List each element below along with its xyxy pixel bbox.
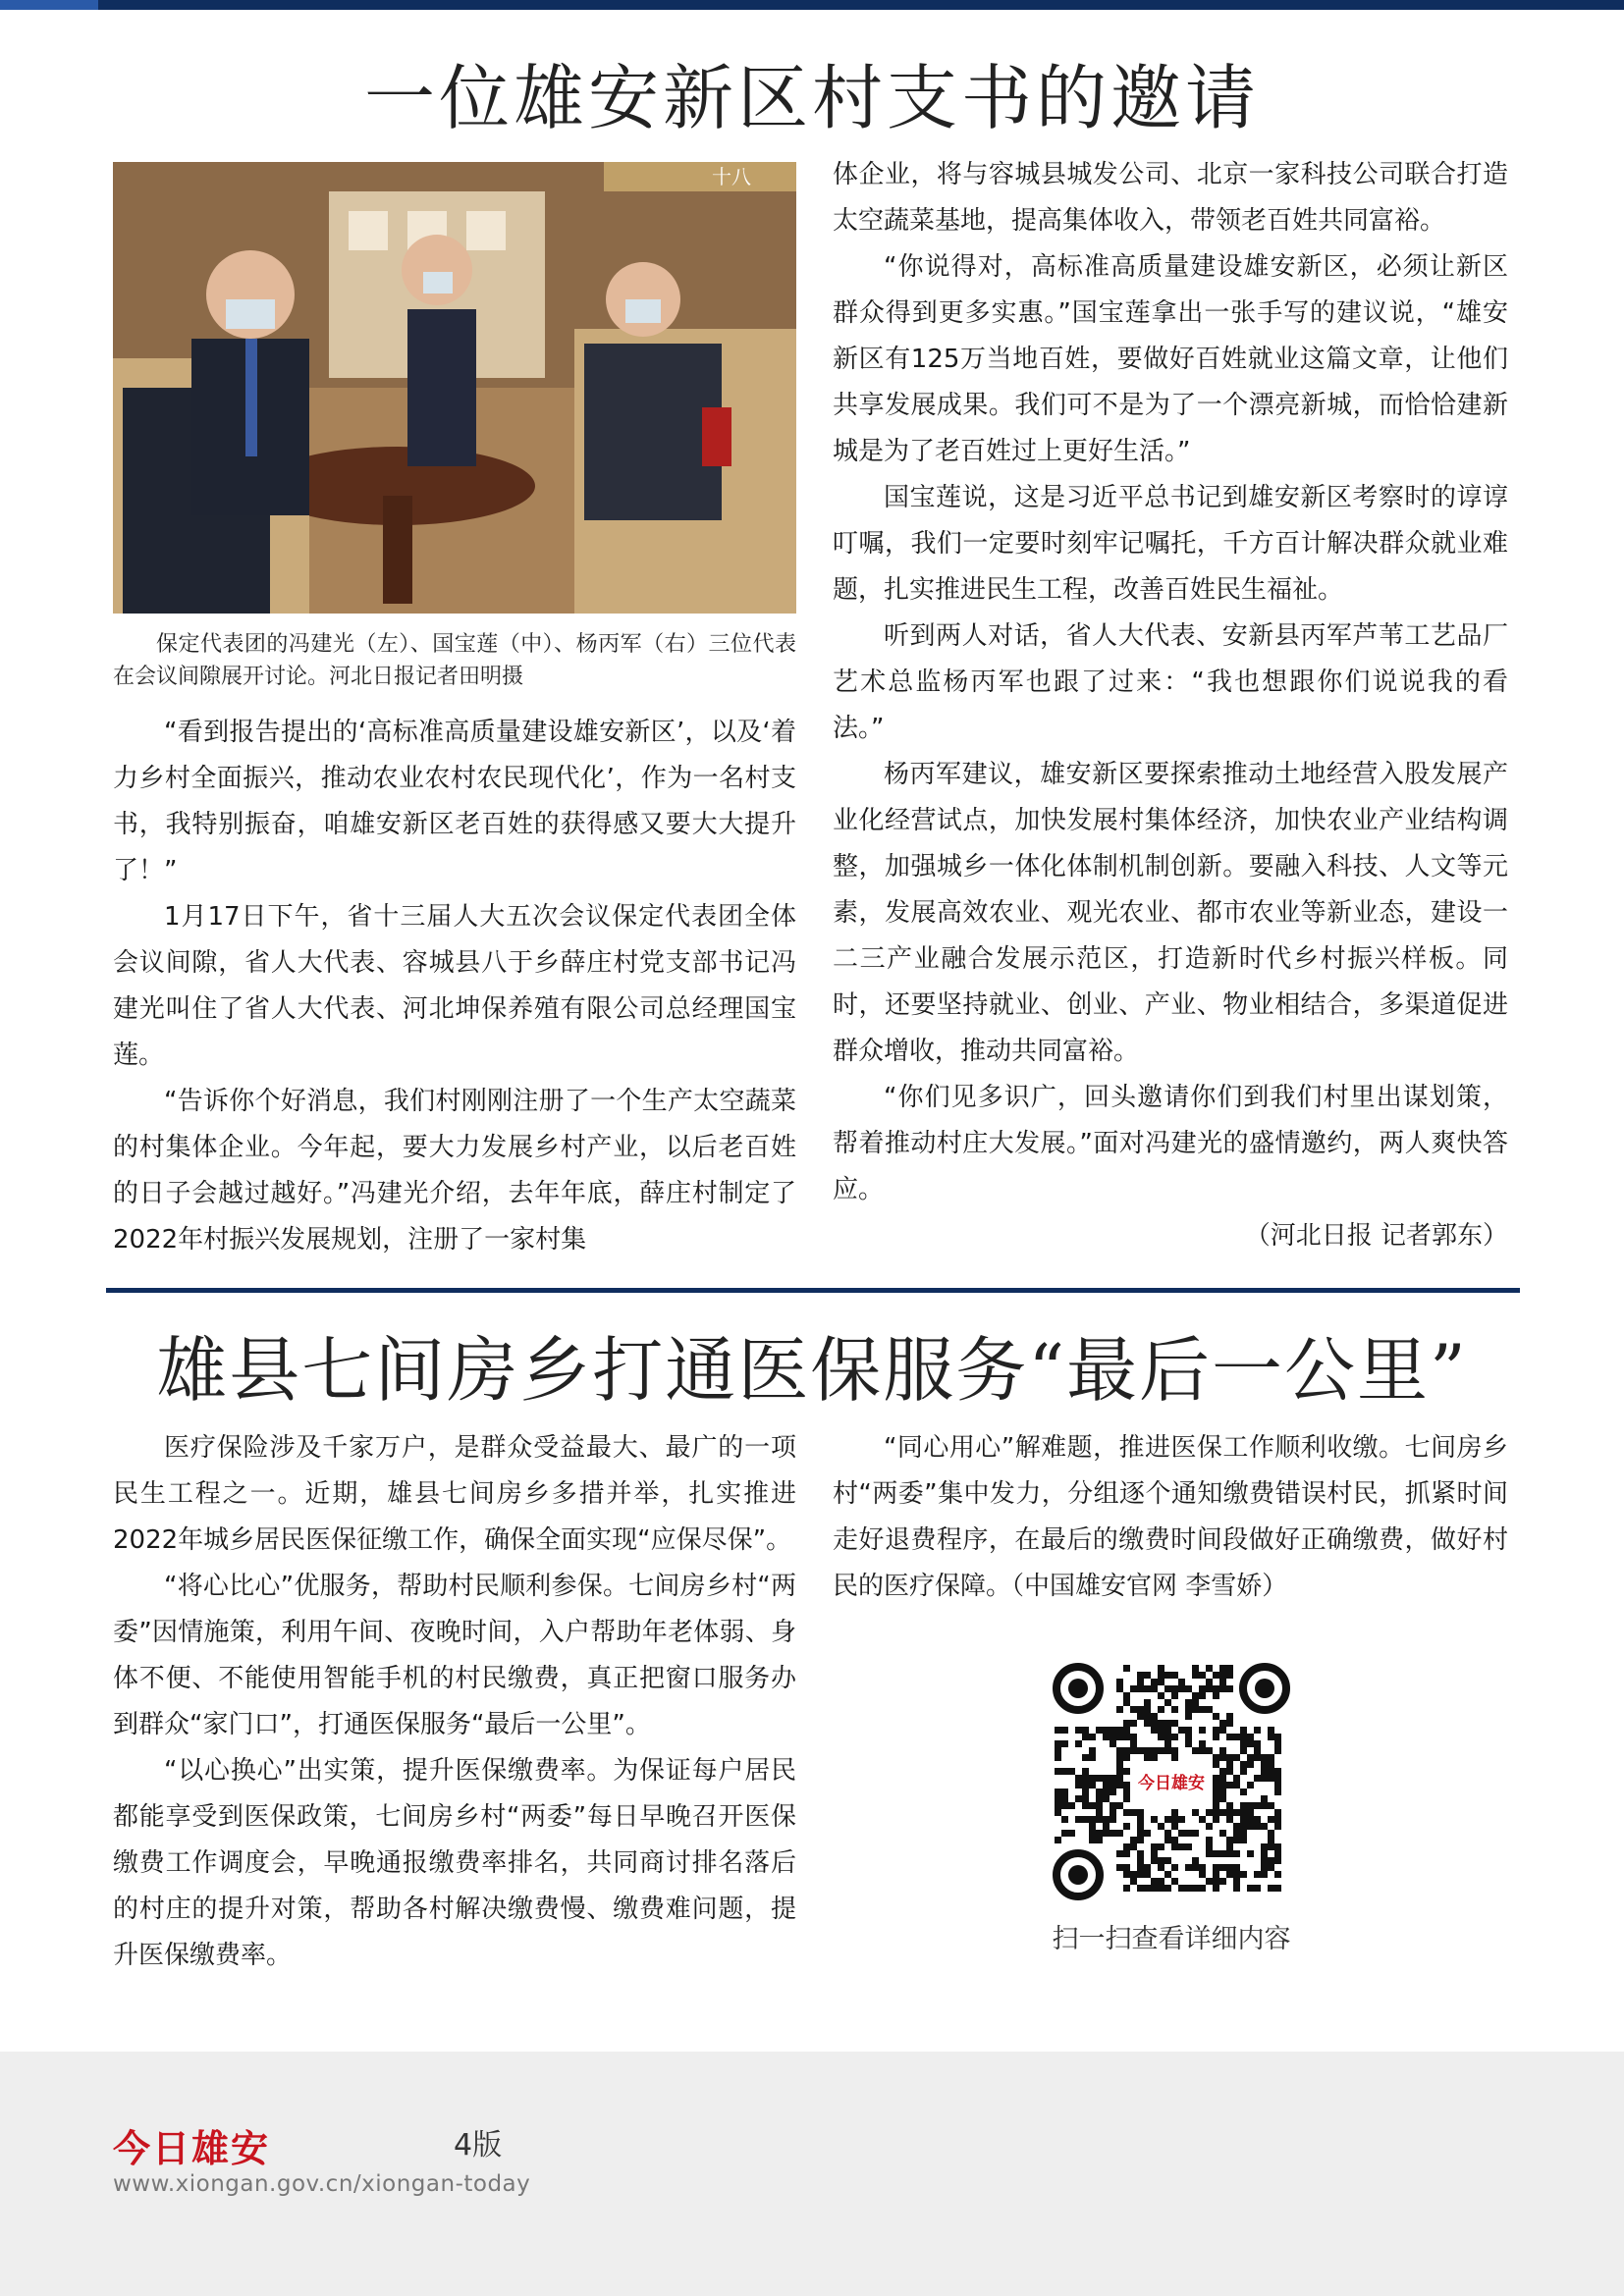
article1-left-column (113, 710, 796, 1264)
photo-sign-text: 十八 (712, 167, 751, 188)
article2-paragraph: “同心用心”解难题，推进医保工作顺利收缴。七间房乡村“两委”集中发力，分组逐个通知缴费错误村民，抓紧时间走好退费程序，在最后的缴费时间段做好正确缴费，做好村民的医疗保障。（中国雄安官网 李雪娇） (833, 1433, 1508, 1601)
article1-paragraph: “你们见多识广，回头邀请你们到我们村里出谋划策，帮着推动村庄大发展。”面对冯建光的盛情邀约，两人爽快答应。 (833, 1083, 1508, 1204)
section-divider (106, 1288, 1520, 1293)
article2-paragraph: “以心换心”出实策，提升医保缴费率。为保证每户居民都能享受到医保政策，七间房乡村“两委”每日早晚召开医保缴费工作调度会，早晚通报缴费率排名，共同商讨排名落后的村庄的提升对策，帮助各村解决缴费慢、缴费难问题，提升医保缴费率。 (113, 1756, 796, 1970)
article1-paragraph: “告诉你个好消息，我们村刚刚注册了一个生产太空蔬菜的村集体企业。今年起，要大力发展乡村产业，以后老百姓的日子会越过越好。”冯建光介绍，去年年底，薛庄村制定了2022年村振兴发展规划，注册了一家村集 (113, 1087, 796, 1255)
article1-paragraph-continued: 体企业，将与容城县城发公司、北京一家科技公司联合打造太空蔬菜基地，提高集体收入，带领老百姓共同富裕。 (833, 160, 1508, 236)
article2-title: 雄县七间房乡打通医保服务“最后一公里” (156, 1329, 1468, 1412)
page-footer (0, 2052, 1624, 2296)
article1-right-column (833, 152, 1508, 1271)
article1-photo-caption (113, 628, 796, 693)
article2-right-column (833, 1425, 1508, 1622)
article2-paragraph: 医疗保险涉及千家万户，是群众受益最大、最广的一项民生工程之一。近期，雄县七间房乡多措并举，扎实推进2022年城乡居民医保征缴工作，确保全面实现“应保尽保”。 (113, 1433, 796, 1555)
qr-code[interactable] (1051, 1661, 1292, 1902)
top-banner-bar (0, 0, 1624, 10)
top-banner-accent (0, 0, 98, 10)
caption-text: 保定代表团的冯建光（左）、国宝莲（中）、杨丙军（右）三位代表在会议间隙展开讨论。河北日报记者田明摄 (113, 632, 796, 689)
article1-paragraph: 国宝莲说，这是习近平总书记到雄安新区考察时的谆谆叮嘱，我们一定要时刻牢记嘱托，千方百计解决群众就业难题，扎实推进民生工程，改善百姓民生福祉。 (833, 483, 1508, 605)
article1-paragraph: 1月17日下午，省十三届人大五次会议保定代表团全体会议间隙，省人大代表、容城县八于乡薛庄村党支部书记冯建光叫住了省人大代表、河北坤保养殖有限公司总经理国宝莲。 (113, 902, 796, 1070)
article1-credit: （河北日报 记者郭东） (1244, 1221, 1508, 1251)
qr-caption: 扫一扫查看详细内容 (1052, 1924, 1291, 1954)
article1-paragraph: “你说得对，高标准高质量建设雄安新区，必须让新区群众得到更多实惠。”国宝莲拿出一张手写的建议说，“雄安新区有125万当地百姓，要做好百姓就业这篇文章，让他们共享发展成果。我们可不是为了一个漂亮新城，而恰恰建新城是为了老百姓过上更好生活。” (833, 252, 1508, 466)
article2-left-column (113, 1425, 796, 2034)
article2-paragraph: “将心比心”优服务，帮助村民顺利参保。七间房乡村“两委”因情施策，利用午间、夜晚时间，入户帮助年老体弱、身体不便、不能使用智能手机的村民缴费，真正把窗口服务办到群众“家门口”，打通医保服务“最后一公里”。 (113, 1572, 796, 1739)
article1-paragraph: 杨丙军建议，雄安新区要探索推动土地经营入股发展产业化经营试点，加快发展村集体经济，加快农业产业结构调整，加强城乡一体化体制机制创新。要融入科技、人文等元素，发展高效农业、观光农业、都市农业等新业态，建设一二三产业融合发展示范区，打造新时代乡村振兴样板。同时，还要坚持就业、创业、产业、物业相结合，多渠道促进群众增收，推动共同富裕。 (833, 760, 1508, 1066)
footer-logo: 今日雄安 (113, 2126, 271, 2170)
article1-title: 一位雄安新区村支书的邀请 (363, 57, 1260, 139)
article1-photo (113, 162, 796, 614)
article1-paragraph: 听到两人对话，省人大代表、安新县丙军芦苇工艺品厂艺术总监杨丙军也跟了过来：“我也想跟你们说说我的看法。” (833, 621, 1508, 743)
article1-paragraph: “看到报告提出的‘高标准高质量建设雄安新区’，以及‘着力乡村全面振兴，推动农业农村农民现代化’，作为一名村支书，我特别振奋，咱雄安新区老百姓的获得感又要大大提升了！” (113, 718, 796, 885)
qr-center-label: 今日雄安 (1138, 1774, 1205, 1793)
page-number: 4版 (454, 2128, 503, 2163)
footer-url[interactable]: www.xiongan.gov.cn/xiongan-today (113, 2171, 531, 2197)
